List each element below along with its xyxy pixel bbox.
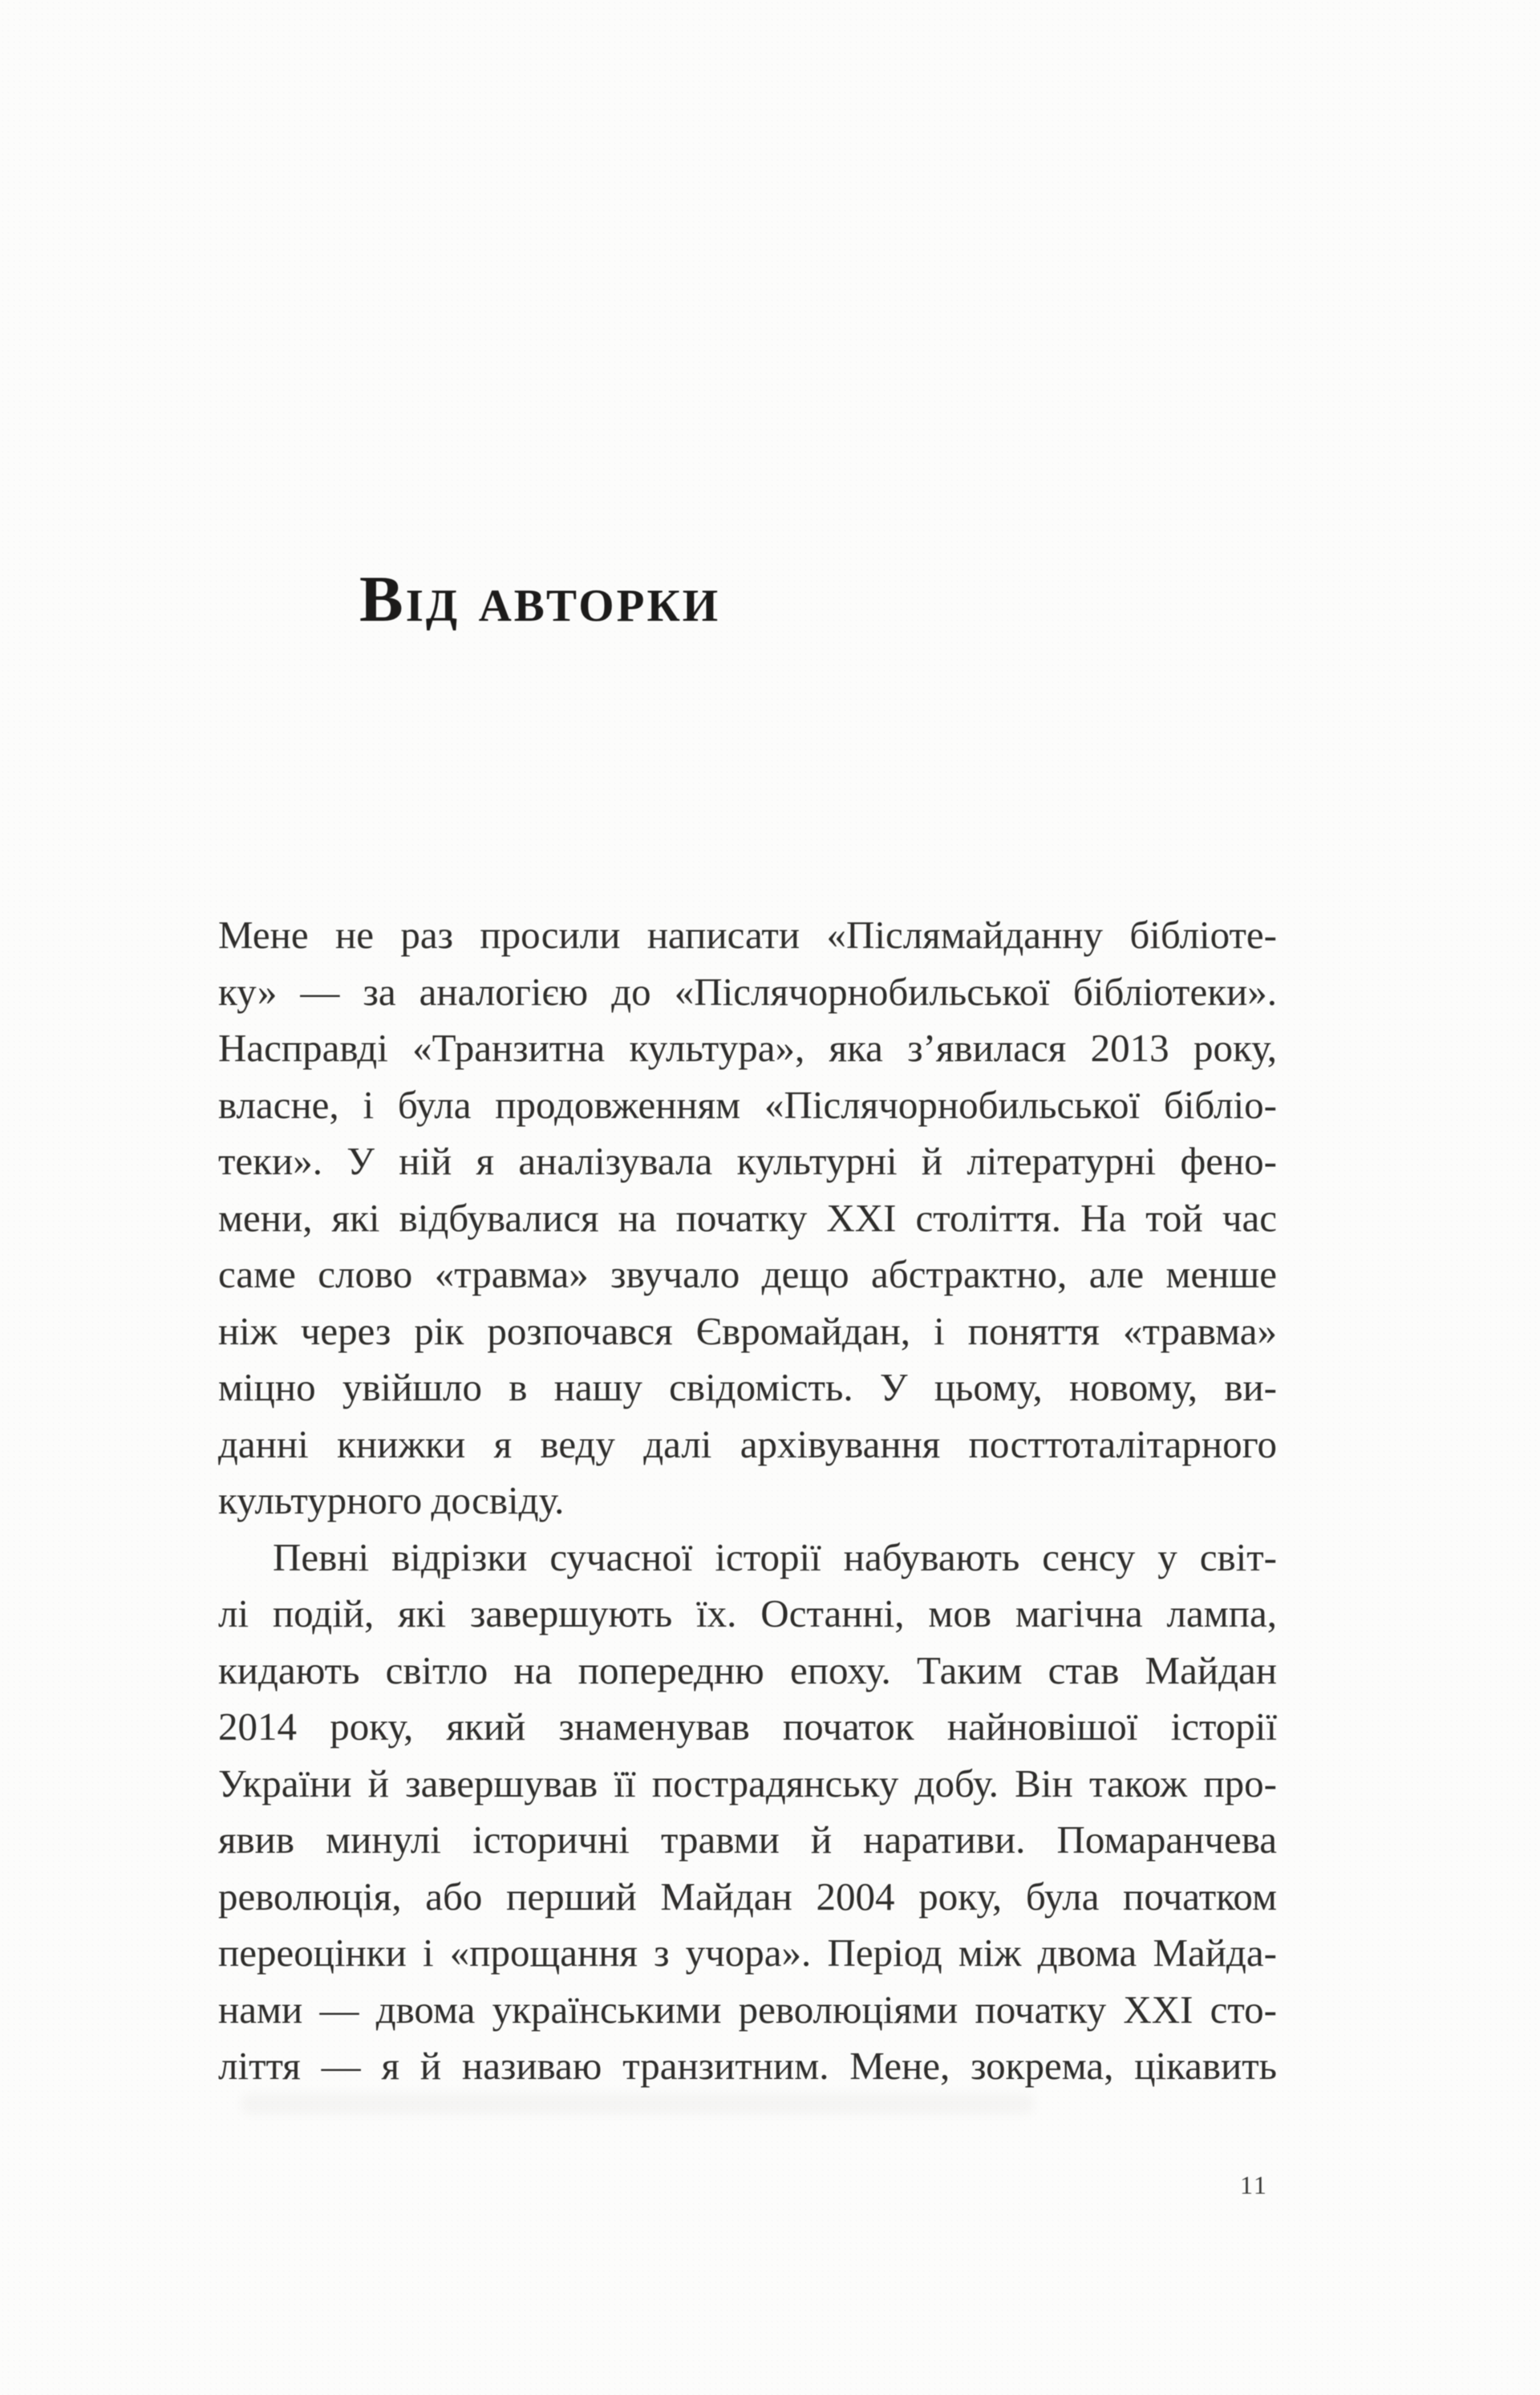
text-line: явив минулі історичні травми й наративи. Помаранчева bbox=[218, 1818, 1277, 1862]
text-line: нами — двома українськими революціями початку XXI сто- bbox=[218, 1987, 1277, 2032]
text-line: культурного досвіду. bbox=[218, 1478, 565, 1522]
text-line: кидають світло на попередню епоху. Таким став Майдан bbox=[218, 1647, 1277, 1692]
text-line: мени, які відбувалися на початку XXI століття. На той час bbox=[218, 1195, 1277, 1240]
text-line: ніж через рік розпочався Євромайдан, і поняття «травма» bbox=[218, 1308, 1277, 1353]
text-line: данні книжки я веду далі архівування посттоталітарного bbox=[218, 1421, 1277, 1466]
text-line: лі подій, які завершують їх. Останні, мов магічна лампа, bbox=[218, 1591, 1277, 1635]
text-line: саме слово «травма» звучало дещо абстрактно, але менше bbox=[218, 1252, 1277, 1296]
text-line: ку» — за аналогією до «Післячорнобильської бібліотеки». bbox=[218, 969, 1277, 1014]
text-line: власне, і була продовженням «Післячорнобильської бібліо- bbox=[218, 1082, 1277, 1127]
text-line: революція, або перший Майдан 2004 року, була початком bbox=[218, 1874, 1277, 1919]
body-text bbox=[218, 907, 1277, 2095]
chapter-heading: Від авторки bbox=[359, 562, 721, 635]
text-line: України й завершував її пострадянську добу. Він також про- bbox=[218, 1761, 1277, 1805]
paragraph bbox=[218, 1530, 1277, 2095]
text-line: ліття — я й називаю транзитним. Мене, зокрема, цікавить bbox=[218, 2044, 1277, 2088]
text-line: Мене не раз просили написати «Післямайданну бібліоте- bbox=[218, 913, 1277, 957]
paragraph bbox=[218, 907, 1277, 1530]
scan-smudge bbox=[241, 2093, 1035, 2114]
page-number: 11 bbox=[1240, 2170, 1268, 2199]
text-line: переоцінки і «прощання з учора». Період між двома Майда- bbox=[218, 1931, 1277, 1975]
text-line: міцно увійшло в нашу свідомість. У цьому, новому, ви- bbox=[218, 1365, 1277, 1409]
text-line: 2014 року, який знаменував початок найновішої історії bbox=[218, 1704, 1277, 1749]
text-line: Насправді «Транзитна культура», яка з’явилася 2013 року, bbox=[218, 1026, 1277, 1070]
text-line: Певні відрізки сучасної історії набувають сенсу у світ- bbox=[273, 1534, 1277, 1579]
text-line: теки». У ній я аналізувала культурні й літературні фено- bbox=[218, 1139, 1277, 1183]
